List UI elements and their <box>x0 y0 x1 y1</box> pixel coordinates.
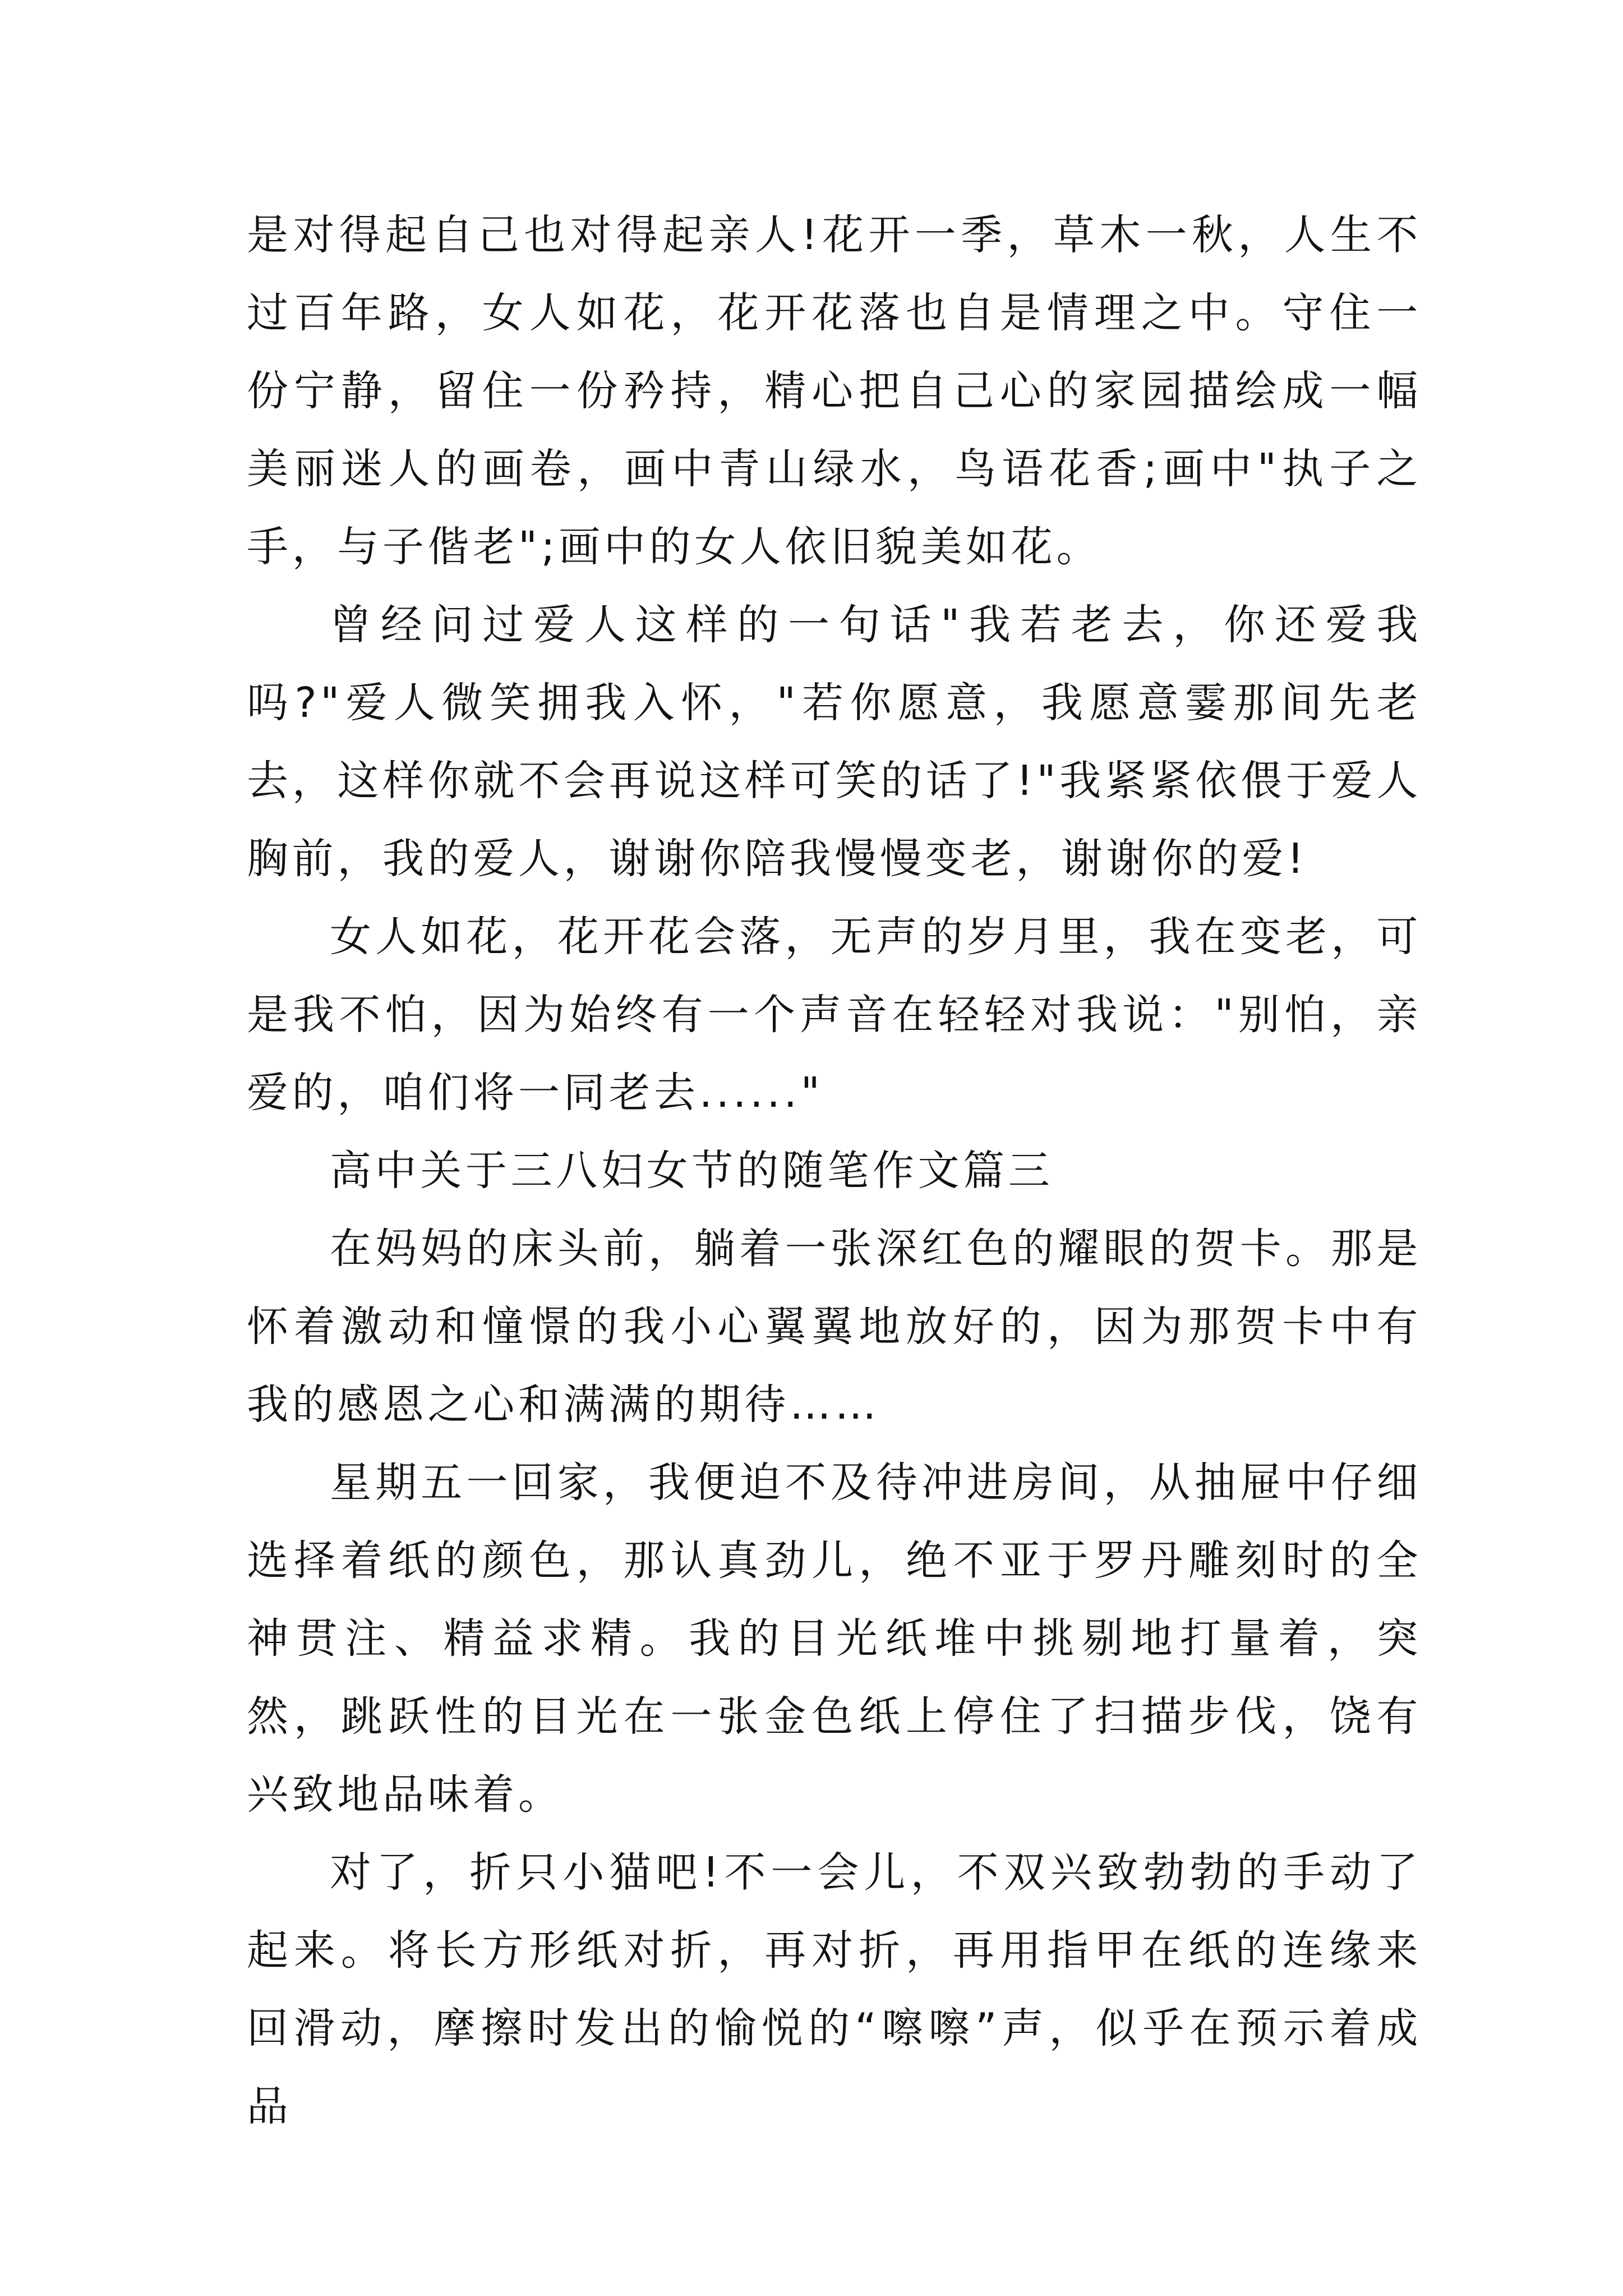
section-heading: 高中关于三八妇女节的随笔作文篇三 <box>330 1147 1054 1195</box>
paragraph: 在妈妈的床头前，躺着一张深红色的耀眼的贺卡。那是怀着激动和憧憬的我小心翼翼地放好的，因为那贺卡中有我的感恩之心和满满的期待…… <box>247 1225 1422 1429</box>
paragraph-continuation: 是对得起自己也对得起亲人!花开一季，草木一秋，人生不过百年路，女人如花，花开花落也自是情理之中。守住一份宁静，留住一份矜持，精心把自己心的家园描绘成一幅美丽迷人的画卷，画中青山绿水，鸟语花香;画中"执子之手，与子偕老";画中的女人依旧貌美如花。 <box>247 211 1422 571</box>
paragraph: 曾经问过爱人这样的一句话"我若老去，你还爱我吗?"爱人微笑拥我入怀，"若你愿意，我愿意霎那间先老去，这样你就不会再说这样可笑的话了!"我紧紧依偎于爱人胸前，我的爱人，谢谢你陪我慢慢变老，谢谢你的爱! <box>247 601 1422 883</box>
document-body <box>247 196 1422 2146</box>
paragraph: 女人如花，花开花会落，无声的岁月里，我在变老，可是我不怕，因为始终有一个声音在轻轻对我说："别怕，亲爱的，咱们将一同老去......" <box>247 913 1422 1117</box>
paragraph: 星期五一回家，我便迫不及待冲进房间，从抽屉中仔细选择着纸的颜色，那认真劲儿，绝不亚于罗丹雕刻时的全神贯注、精益求精。我的目光纸堆中挑剔地打量着，突然，跳跃性的目光在一张金色纸上停住了扫描步伐，饶有兴致地品味着。 <box>247 1458 1422 1819</box>
paragraph: 对了，折只小猫吧!不一会儿，不双兴致勃勃的手动了起来。将长方形纸对折，再对折，再用指甲在纸的连缘来回滑动，摩擦时发出的愉悦的“嚓嚓”声，似乎在预示着成品 <box>247 1848 1422 2131</box>
